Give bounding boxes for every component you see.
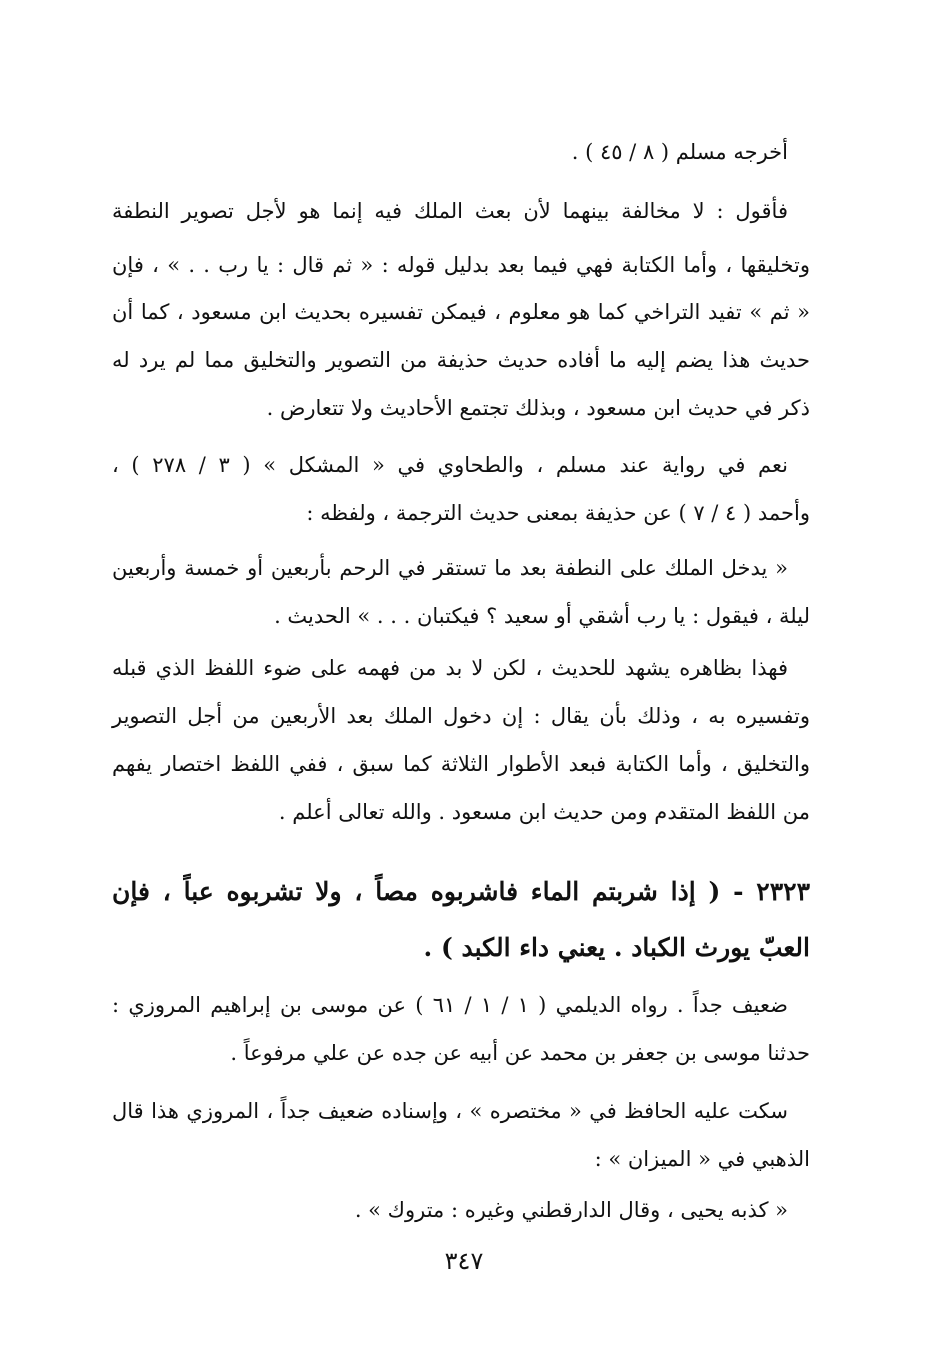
text-line: وتخليقها ، وأما الكتابة فهي فيما بعد بدليل قوله : « ثم قال : يا رب . . » ، فإن (112, 253, 810, 277)
hadith-heading-line: العبّ يورث الكباد . يعني داء الكبد ) . (423, 933, 810, 962)
text-line: من اللفظ المتقدم ومن حديث ابن مسعود . والله تعالى أعلم . (278, 800, 810, 824)
text-line: « ثم » تفيد التراخي كما هو معلوم ، فيمكن تفسيره بحديث ابن مسعود ، كما أن (112, 300, 810, 324)
text-line: فهذا بظاهره يشهد للحديث ، لكن لا بد من فهمه على ضوء اللفظ الذي قبله (112, 656, 788, 680)
text-line: أخرجه مسلم ( ٨ / ٤٥ ) . (571, 140, 788, 164)
hadith-heading-line: ٢٣٢٣ - ( إذا شربتم الماء فاشربوه مصاً ، ولا تشربوه عباً ، فإن (112, 877, 810, 906)
text-line: الذهبي في « الميزان » : (594, 1147, 810, 1171)
text-line: ضعيف جداً . رواه الديلمي ( ١ / ١ / ٦١ ) عن موسى بن إبراهيم المروزي : (112, 993, 788, 1017)
text-line: والتخليق ، وأما الكتابة فبعد الأطوار الثلاثة كما سبق ، ففي اللفظ اختصار يفهم (112, 752, 810, 776)
text-line: فأقول : لا مخالفة بينهما لأن بعث الملك فيه إنما هو لأجل تصوير النطفة (112, 199, 788, 223)
page-number: ٣٤٧ (444, 1247, 484, 1275)
text-line: وأحمد ( ٤ / ٧ ) عن حذيفة بمعنى حديث الترجمة ، ولفظه : (306, 501, 810, 525)
text-line: ليلة ، فيقول : يا رب أشقي أو سعيد ؟ فيكتبان . . . » الحديث . (274, 604, 810, 628)
quote-line: « كذبه يحيى ، وقال الدارقطني وغيره : متروك » . (354, 1198, 788, 1222)
text-line: سكت عليه الحافظ في « مختصره » ، وإسناده ضعيف جداً ، المروزي هذا قال (112, 1099, 788, 1123)
text-line: حديث هذا يضم إليه ما أفاده حديث حذيفة من التصوير والتخليق مما لم يرد له (112, 348, 810, 372)
text-line: « يدخل الملك على النطفة بعد ما تستقر في الرحم بأربعين أو خمسة وأربعين (112, 556, 788, 580)
text-line: حدثنا موسى بن جعفر بن محمد عن أبيه عن جده عن علي مرفوعاً . (230, 1041, 810, 1065)
text-line: ذكر في حديث ابن مسعود ، وبذلك تجتمع الأحاديث ولا تتعارض . (266, 396, 810, 420)
text-line: نعم في رواية عند مسلم ، والطحاوي في « المشكل » ( ٣ / ٢٧٨ ) ، (112, 453, 788, 477)
text-line: وتفسيره به ، وذلك بأن يقال : إن دخول الملك بعد الأربعين من أجل التصوير (112, 704, 810, 728)
